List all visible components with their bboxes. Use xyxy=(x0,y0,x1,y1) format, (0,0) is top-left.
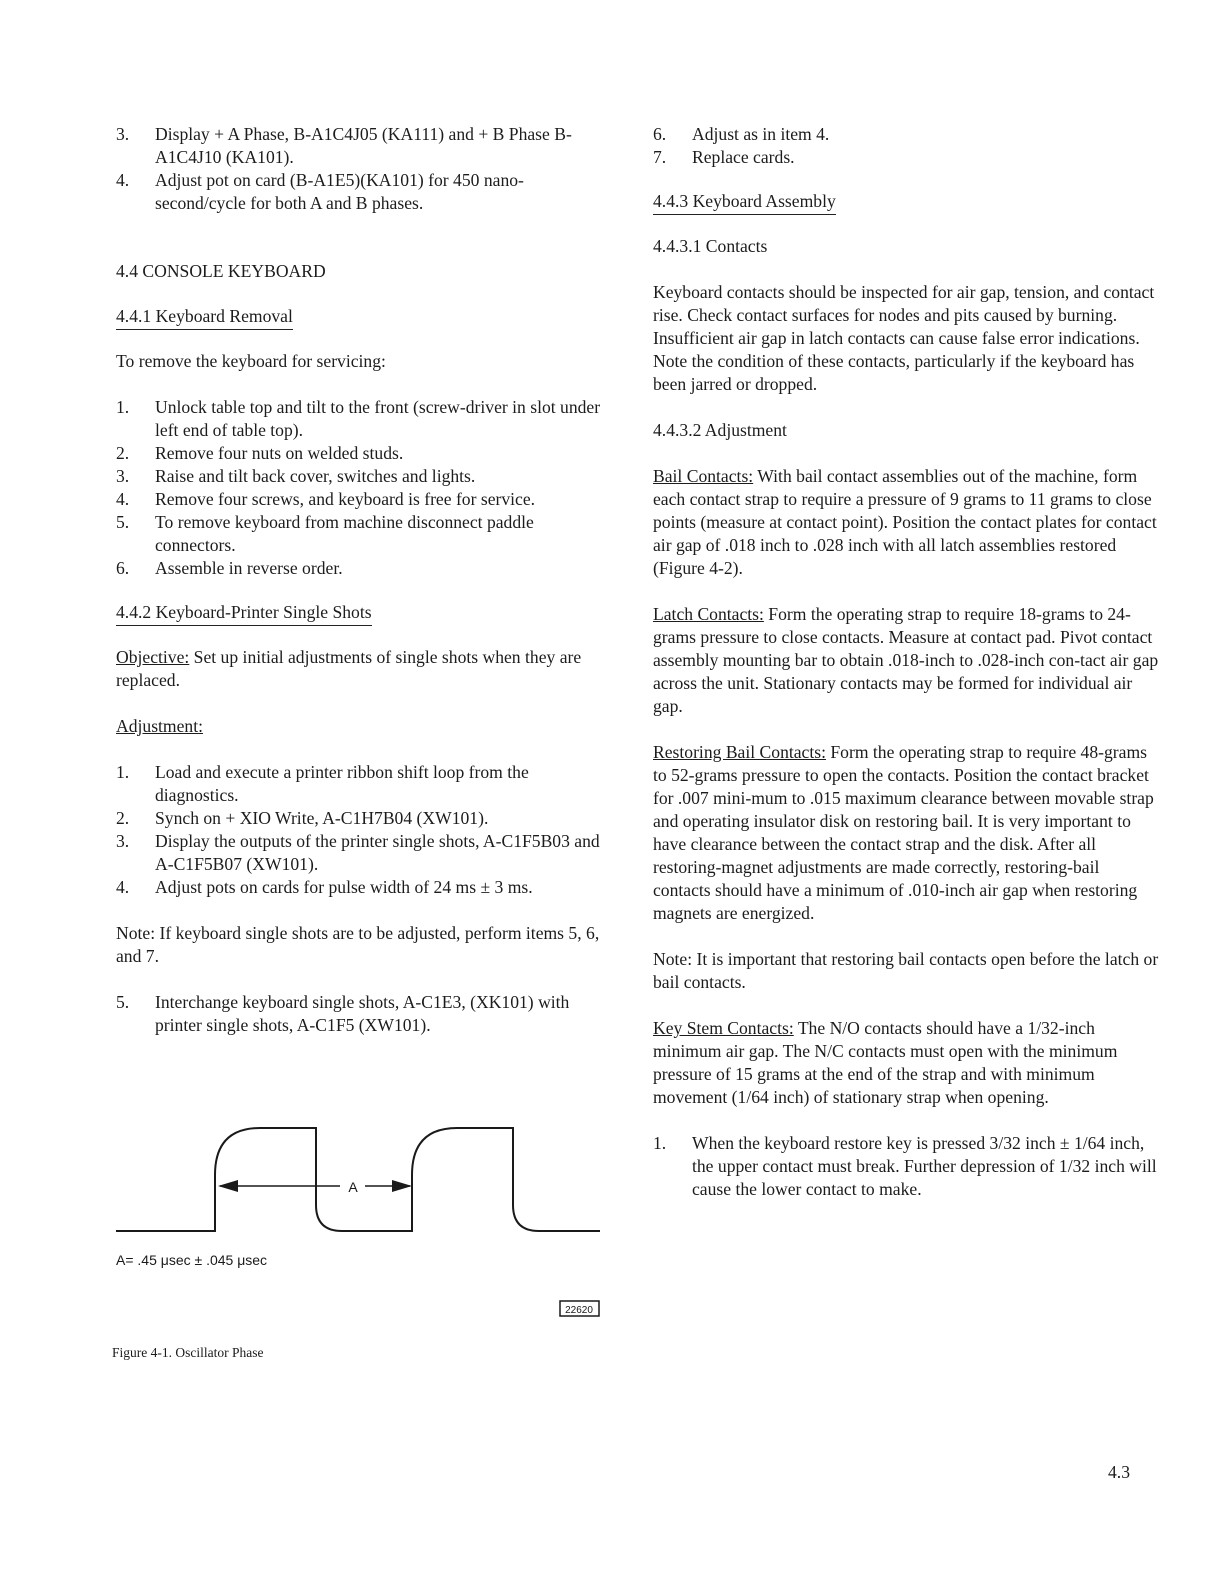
item-number: 4. xyxy=(116,489,130,509)
right-column xyxy=(653,123,1159,1201)
item-number: 6. xyxy=(116,558,130,578)
item-number: 1. xyxy=(116,397,130,417)
item-number: 3. xyxy=(116,124,130,144)
item-text: Display the outputs of the printer single shots, A-C1F5B03 and A-C1F5B07 (XW101). xyxy=(155,831,600,874)
item-number: 5. xyxy=(116,512,130,532)
list-item xyxy=(653,146,1159,169)
item-text: Raise and tilt back cover, switches and lights. xyxy=(155,466,476,486)
oscillator-phase-figure xyxy=(110,1120,610,1380)
adjustment-label: Adjustment: xyxy=(116,716,203,736)
item-text: Synch on + XIO Write, A-C1H7B04 (XW101). xyxy=(155,808,489,828)
page-number: 4.3 xyxy=(1108,1462,1130,1482)
list-item xyxy=(116,557,610,580)
note-paragraph: Note: If keyboard single shots are to be adjusted, perform items 5, 6, and 7. xyxy=(116,923,600,966)
objective-paragraph xyxy=(116,646,610,692)
latch-contacts-label: Latch Contacts: xyxy=(653,604,764,624)
latch-contacts-paragraph xyxy=(653,603,1159,718)
objective-label: Objective: xyxy=(116,647,190,667)
figure-caption: Figure 4-1. Oscillator Phase xyxy=(112,1345,264,1360)
list-item xyxy=(653,1132,1159,1201)
item-text: Adjust pot on card (B-A1E5)(KA101) for 450 nano-second/cycle for both A and B phases. xyxy=(155,170,524,213)
restoring-bail-contacts-label: Restoring Bail Contacts: xyxy=(653,742,826,762)
list-item xyxy=(116,876,610,899)
key-stem-contacts-text: The N/O contacts should have a 1/32-inch minimum air gap. The N/C contacts must open with the minimum pressure of 15 grams at the end of the strap and with minimum movement (1/64 inch) of stationary strap when opening. xyxy=(653,1018,1118,1107)
item-text: When the keyboard restore key is pressed 3/32 inch ± 1/64 inch, the upper contact must break. Further depression of 1/32 inch will cause the lower contact to make. xyxy=(692,1133,1157,1199)
keyboard-assembly-heading: 4.4.3 Keyboard Assembly xyxy=(653,190,836,215)
list-item xyxy=(116,123,610,169)
list-item xyxy=(116,396,610,442)
item-number: 6. xyxy=(653,124,667,144)
bail-contacts-text: With bail contact assemblies out of the machine, form each contact strap to require a pressure of 9 grams to 11 grams to close points (measure at contact point). Position the contact plates for contact air gap of .018 inch to .028 inch with all latch assemblies restored (Figure 4-2). xyxy=(653,466,1157,578)
contacts-heading: 4.4.3.1 Contacts xyxy=(653,236,768,256)
item-text: Assemble in reverse order. xyxy=(155,558,343,578)
figure-ref-number: 22620 xyxy=(565,1305,593,1316)
list-item xyxy=(116,991,610,1037)
list-item xyxy=(116,442,610,465)
item-number: 1. xyxy=(116,762,130,782)
waveform-line xyxy=(116,1128,600,1231)
item-number: 2. xyxy=(116,443,130,463)
removal-intro: To remove the keyboard for servicing: xyxy=(116,351,386,371)
section-heading: 4.4 CONSOLE KEYBOARD xyxy=(116,261,326,281)
item-text: Interchange keyboard single shots, A-C1E3, (XK101) with printer single shots, A-C1F5 (XW101). xyxy=(155,992,570,1035)
key-stem-contacts-paragraph xyxy=(653,1017,1159,1109)
item-text: Adjust pots on cards for pulse width of 24 ms ± 3 ms. xyxy=(155,877,533,897)
keyboard-removal-heading: 4.4.1 Keyboard Removal xyxy=(116,305,293,330)
item-text: Replace cards. xyxy=(692,147,795,167)
list-item xyxy=(116,169,610,215)
item-number: 5. xyxy=(116,992,130,1012)
note-paragraph: Note: It is important that restoring bail contacts open before the latch or bail contacts. xyxy=(653,949,1159,992)
item-number: 3. xyxy=(116,466,130,486)
item-text: Remove four nuts on welded studs. xyxy=(155,443,404,463)
left-column xyxy=(116,123,610,1037)
latch-contacts-text: Form the operating strap to require 18-grams to 24-grams pressure to close contacts. Measure at contact pad. Pivot contact assembly mounting bar to obtain .018-inch to .028-inch con-tact air gap across the unit. Stationary contacts may be formed for individual air gap. xyxy=(653,604,1159,716)
adjustment-heading: 4.4.3.2 Adjustment xyxy=(653,420,787,440)
item-number: 1. xyxy=(653,1133,667,1153)
key-stem-contacts-label: Key Stem Contacts: xyxy=(653,1018,794,1038)
item-number: 3. xyxy=(116,831,130,851)
item-text: To remove keyboard from machine disconnect paddle connectors. xyxy=(155,512,534,555)
restoring-bail-contacts-paragraph xyxy=(653,741,1159,925)
single-shots-heading: 4.4.2 Keyboard-Printer Single Shots xyxy=(116,601,372,626)
formula-text: A= .45 μsec ± .045 μsec xyxy=(116,1252,268,1268)
dimension-marker: A xyxy=(348,1179,358,1195)
item-number: 4. xyxy=(116,877,130,897)
item-text: Remove four screws, and keyboard is free for service. xyxy=(155,489,536,509)
right-arrowhead xyxy=(392,1180,412,1192)
list-item xyxy=(116,830,610,876)
item-text: Display + A Phase, B-A1C4J05 (KA111) and + B Phase B-A1C4J10 (KA101). xyxy=(155,124,572,167)
list-item xyxy=(116,761,610,807)
left-arrowhead xyxy=(218,1180,238,1192)
list-item xyxy=(116,807,610,830)
item-number: 2. xyxy=(116,808,130,828)
list-item xyxy=(116,488,610,511)
list-item xyxy=(116,465,610,488)
bail-contacts-paragraph xyxy=(653,465,1159,580)
item-text: Load and execute a printer ribbon shift loop from the diagnostics. xyxy=(155,762,529,805)
item-number: 7. xyxy=(653,147,667,167)
restoring-bail-contacts-text: Form the operating strap to require 48-grams to 52-grams pressure to open the contacts. Position the contact bracket for .007 mini-mum to .015 maximum clearance between movable strap and operating insulator disk on restoring bail. It is very important to have clearance between the contact strap and the disk. After all restoring-magnet adjustments are made correctly, restoring-bail contacts should have a minimum of .010-inch air gap when restoring magnets are energized. xyxy=(653,742,1154,923)
item-text: Unlock table top and tilt to the front (screw-driver in slot under left end of table top). xyxy=(155,397,601,440)
item-text: Adjust as in item 4. xyxy=(692,124,830,144)
bail-contacts-label: Bail Contacts: xyxy=(653,466,754,486)
objective-text: Set up initial adjustments of single shots when they are replaced. xyxy=(116,647,582,690)
item-number: 4. xyxy=(116,170,130,190)
list-item xyxy=(116,511,610,557)
list-item xyxy=(653,123,1159,146)
adjustment-label-paragraph xyxy=(116,715,610,738)
contacts-paragraph: Keyboard contacts should be inspected for air gap, tension, and contact rise. Check contact surfaces for nodes and pits caused by burning. Insufficient air gap in latch contacts can cause false error indications. Note the condition of these contacts, particularly if the keyboard has been jarred or dropped. xyxy=(653,282,1155,394)
